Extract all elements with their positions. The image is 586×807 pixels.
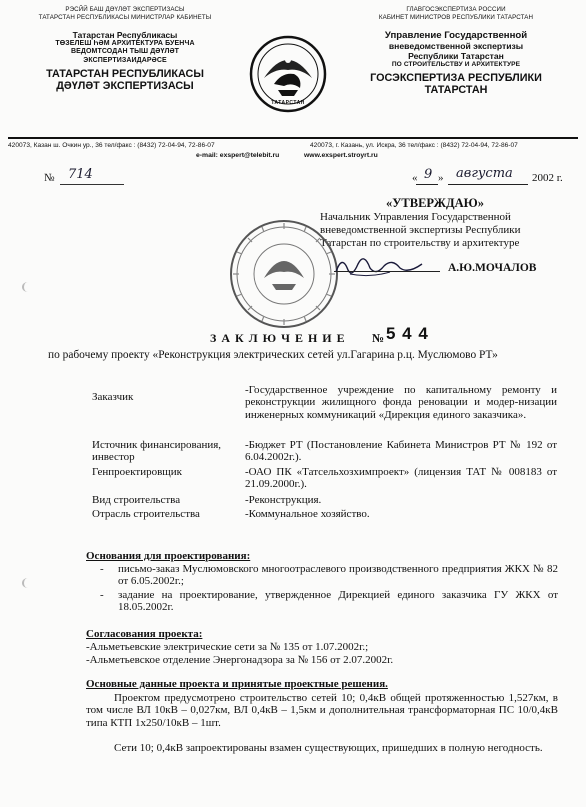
header-rule (8, 137, 578, 139)
approval-line-1: Начальник Управления Государственной (320, 211, 511, 223)
field-label-customer: Заказчик (92, 391, 134, 403)
basis-item-2: задание на проектирование, утвержденное Дирекцией единого заказчика ГУ ЖКХ от 18.05.2002г. (118, 589, 558, 614)
basis-bullet-1: - (100, 563, 104, 575)
basis-item-1: письмо-заказ Муслюмовского многоотраслевого производственного предприятия ЖКХ № 82 от 6.05.2002г.; (118, 563, 558, 588)
signature-icon (330, 250, 440, 280)
agreements-item-1: -Альметьевские электрические сети за № 135 от 1.07.2002г.; (86, 641, 369, 653)
header-right (338, 6, 574, 96)
header-right-sub-4: ПО СТРОИТЕЛЬСТВУ И АРХИТЕКТУРЕ (391, 61, 521, 68)
main-data-paragraph-2: Сети 10; 0,4кВ запроектированы взамен существующих, пришедших в полную негодность. (114, 742, 543, 754)
date-day: 9 (424, 167, 433, 182)
field-value-customer: -Государственное учреждение по капитальному ремонту и реконструкции жилищного фонда реновации и модер-низации инженерных коммуникаций «Дирекция единого заказчика». (245, 384, 557, 421)
date-day-underline (416, 184, 438, 185)
date-month-underline (448, 184, 528, 185)
header-left-main-1: ТАТАРСТАН РЕСПУБЛИКАСЫ (46, 68, 204, 81)
date-year: 2002 г. (532, 172, 563, 184)
header-right-top-1: ГЛАВГОСЭКСПЕРТИЗА РОССИИ (406, 6, 506, 13)
approval-line-2: вневедомственной экспертизы Республики (320, 224, 521, 236)
field-label-funding: Источник финансирования, инвестор (92, 439, 222, 464)
signatory-name: А.Ю.МОЧАЛОВ (448, 262, 537, 274)
header-right-top-2: КАБИНЕТ МИНИСТРОВ РЕСПУБЛИКИ ТАТАРСТАН (378, 13, 534, 21)
header-left-main-2: ДӘҮЛӘТ ЭКСПЕРТИЗАСЫ (56, 80, 194, 93)
doc-number-underline (60, 184, 124, 185)
doc-number-label: № (44, 172, 55, 184)
header-right-sub-2: вневедомственной экспертизы (388, 41, 524, 51)
header-left-sub-line-1: ТӨЗЕЛЕШ ҺӘМ АРХИТЕКТУРА БУЕНЧА (55, 40, 195, 47)
emblem-caption: ТАТАРСТАН (271, 100, 305, 106)
approval-title: «УТВЕРЖДАЮ» (386, 196, 484, 210)
main-data-heading: Основные данные проекта и принятые проектные решения. (86, 678, 388, 690)
punch-hole-top (22, 282, 33, 292)
field-value-funding: -Бюджет РТ (Постановление Кабинета Министров РТ № 192 от 6.04.2002г.). (245, 439, 557, 464)
contact-left: 420073, Казан ш. Очкин ур., 36 тел/факс : (8432) 72-04-94, 72-86-07 (8, 142, 215, 149)
header-left-sub-line-2: ВЕДОМТСОДАН ТЫШ ДӘҮЛӘТ (70, 48, 180, 56)
agreements-heading: Согласования проекта: (86, 628, 203, 640)
header-left-subtitle: Татарстан Республикасы (72, 30, 178, 40)
field-value-general-designer: -ОАО ПК «Татсельхозхимпроект» (лицензия ТАТ № 008183 от 21.09.2000г.). (245, 466, 557, 491)
email: e-mail: exspert@telebit.ru (196, 152, 280, 159)
approval-line-3: Татарстан по строительству и архитектуре (320, 237, 520, 249)
header-right-main-2: ТАТАРСТАН (424, 83, 488, 96)
date-open-quote: « (412, 172, 418, 184)
header-right-sub-1: Управление Государственной (384, 30, 528, 41)
header-left-sub-line-3: ЭКСПЕРТИЗАИДАРӘСЕ (83, 56, 167, 64)
signature-line (334, 271, 440, 272)
header-right-main-1: ГОСЭКСПЕРТИЗА РЕСПУБЛИКИ (370, 71, 542, 84)
header-left-cabinet: ТАТАРСТАН РЕСПУБЛИКАСЫ МИНИСТРЛАР КАБИНЕТЫ (38, 13, 212, 21)
field-label-construction-type: Вид строительства (92, 494, 181, 506)
official-seal-icon (228, 218, 340, 330)
basis-heading: Основания для проектирования: (86, 550, 251, 562)
header-left-top-line: РЭСЙЙ БАШ ДӘҮЛӘТ ЭКСПЕРТИЗАСЫ (65, 6, 185, 13)
date-month: августа (456, 166, 513, 181)
basis-bullet-2: - (100, 589, 104, 601)
conclusion-title: З А К Л Ю Ч Е Н И Е (210, 331, 346, 345)
field-label-industry: Отрасль строительства (92, 508, 200, 520)
agreements-item-2: -Альметьевское отделение Энергонадзора за № 156 от 2.07.2002г. (86, 654, 394, 666)
field-value-construction-type: -Реконструкция. (245, 494, 322, 506)
main-data-paragraph-1: Проектом предусмотрено строительство сетей 10; 0,4кВ общей протяженностью 1,527км, в том числе ВЛ 10кВ – 0,027км, ВЛ 0,4кВ – 1,5км и дополнительная трансформаторная ПС 10/0,4кВ типа КТП 1х250/10кВ – 1шт. (86, 692, 558, 729)
date-close-quote: » (438, 172, 444, 184)
field-label-general-designer: Генпроектировщик (92, 466, 182, 478)
website: www.exspert.stroyrt.ru (304, 152, 378, 159)
conclusion-number-value: 5 4 4 (386, 324, 429, 343)
tatarstan-emblem-icon (248, 34, 328, 114)
conclusion-number-label: № (372, 331, 385, 345)
header-left (12, 6, 238, 92)
conclusion-subtitle: по рабочему проекту «Реконструкция электрических сетей ул.Гагарина р.ц. Муслюмово РТ» (48, 349, 498, 361)
contact-right: 420073, г. Казань, ул. Искра, 36 тел/факс : (8432) 72-04-94, 72-86-07 (310, 142, 518, 149)
doc-number-value: 714 (68, 167, 93, 182)
punch-hole-bottom (22, 578, 33, 588)
field-value-industry: -Коммунальное хозяйство. (245, 508, 370, 520)
header-right-sub-3: Республики Татарстан (408, 51, 504, 61)
